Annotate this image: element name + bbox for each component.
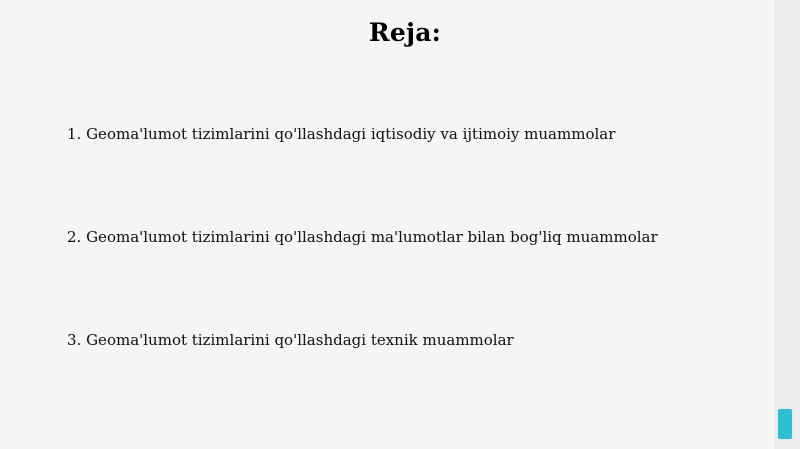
- plan-item-2: 2. Geoma'lumot tizimlarini qo'llashdagi ma'lumotlar bilan bog'liq muammolar: [67, 228, 658, 246]
- vertical-scrollbar[interactable]: [775, 0, 800, 449]
- slide-title: Reja:: [368, 18, 442, 47]
- plan-item-3: 3. Geoma'lumot tizimlarini qo'llashdagi texnik muammolar: [67, 331, 514, 349]
- plan-item-1: 1. Geoma'lumot tizimlarini qo'llashdagi iqtisodiy va ijtimoiy muammolar: [67, 125, 616, 143]
- scrollbar-thumb[interactable]: [778, 409, 792, 439]
